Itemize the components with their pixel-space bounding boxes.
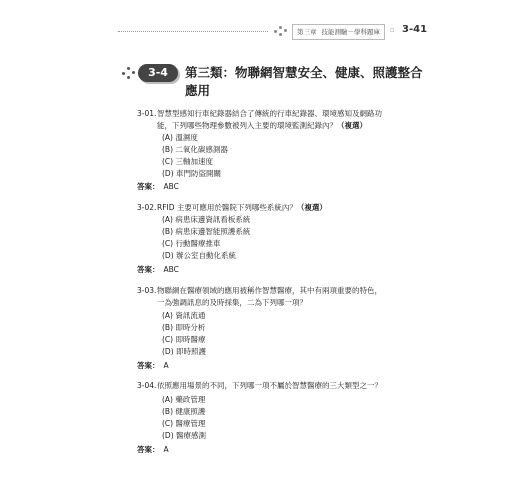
- question-text-line1: 依照應用場景的不同，下列哪一項不屬於智慧醫療的三大類型之一？: [157, 381, 382, 390]
- option-c: (C) 醫療管理: [162, 419, 206, 428]
- multi-select-tag: （複選）: [337, 121, 367, 130]
- answer-value: ABC: [163, 182, 179, 191]
- question-number: 3-01.: [137, 109, 157, 118]
- header-dotted-rule: [118, 31, 268, 32]
- header-chapter: 第三章: [297, 28, 317, 36]
- answer-line: [137, 264, 179, 276]
- answer-label: 答案：: [137, 265, 160, 274]
- option-d: (D) 辦公室自動化系統: [162, 251, 237, 260]
- header-dots-icon: [274, 25, 288, 37]
- question-text-line2: 能，下列哪些物理參數被列入主要的環境監測紀錄內？: [157, 121, 337, 130]
- header-chapter-box: [292, 24, 385, 40]
- section-title-line1: 第三類：物聯網智慧安全、健康、照護整合: [185, 65, 423, 80]
- running-header: [0, 22, 520, 42]
- section-title-line2: 應用: [185, 83, 211, 98]
- question-number: 3-02.: [137, 203, 157, 212]
- option-a: (A) 溫濕度: [162, 133, 198, 142]
- option-b: (B) 病患床邊智能照護系統: [162, 227, 251, 236]
- answer-label: 答案：: [137, 361, 160, 370]
- option-c: (C) 行動醫療推車: [162, 239, 221, 248]
- section-dots-icon: [122, 66, 136, 80]
- option-a: (A) 病患床邊資訊看板系統: [162, 215, 251, 224]
- answer-label: 答案：: [137, 182, 160, 191]
- option-d: (D) 即時照護: [162, 347, 207, 356]
- page-number: 3-41: [402, 24, 428, 35]
- section-title: [185, 64, 425, 100]
- option-a: (A) 藥政管理: [162, 395, 206, 404]
- multi-select-tag: （複選）: [296, 203, 327, 212]
- question-3-01: [137, 108, 412, 132]
- option-d: (D) 車門防盜開關: [162, 169, 222, 178]
- header-subtitle: 技能測驗－學科題庫: [321, 28, 380, 36]
- header-separator: ▫: [390, 26, 395, 34]
- option-b: (B) 即時分析: [162, 323, 206, 332]
- question-number: 3-03.: [137, 286, 157, 295]
- answer-label: 答案：: [137, 445, 160, 454]
- answer-line: [137, 181, 179, 193]
- question-text-line1: 智慧型感知行車紀錄器結合了傳統的行車紀錄器、環境感知及網路功: [157, 109, 382, 118]
- option-d: (D) 醫療感測: [162, 431, 207, 440]
- option-b: (B) 二氧化碳感測器: [162, 145, 228, 154]
- question-text-line1: 物聯網在醫療領域的應用被稱作智慧醫療，其中有兩項重要的特色，: [157, 286, 382, 295]
- question-3-04: [137, 380, 412, 392]
- section-number-badge: 3-4: [138, 64, 178, 82]
- option-c: (C) 三軸加速度: [162, 157, 213, 166]
- answer-value: A: [163, 361, 169, 370]
- question-3-03: [137, 285, 412, 309]
- answer-line: [137, 360, 169, 372]
- question-text-line2: 一為強調訊息的及時採集，二為下列哪一項？: [157, 298, 307, 307]
- question-3-02: [137, 202, 412, 214]
- question-text-line1: RFID 主要可應用於醫院下列哪些系統內？: [157, 203, 297, 212]
- question-number: 3-04.: [137, 381, 157, 390]
- option-b: (B) 健康照護: [162, 407, 206, 416]
- answer-line: [137, 444, 169, 456]
- option-a: (A) 資訊流通: [162, 311, 206, 320]
- option-c: (C) 即時醫療: [162, 335, 206, 344]
- answer-value: ABC: [163, 265, 179, 274]
- answer-value: A: [163, 445, 169, 454]
